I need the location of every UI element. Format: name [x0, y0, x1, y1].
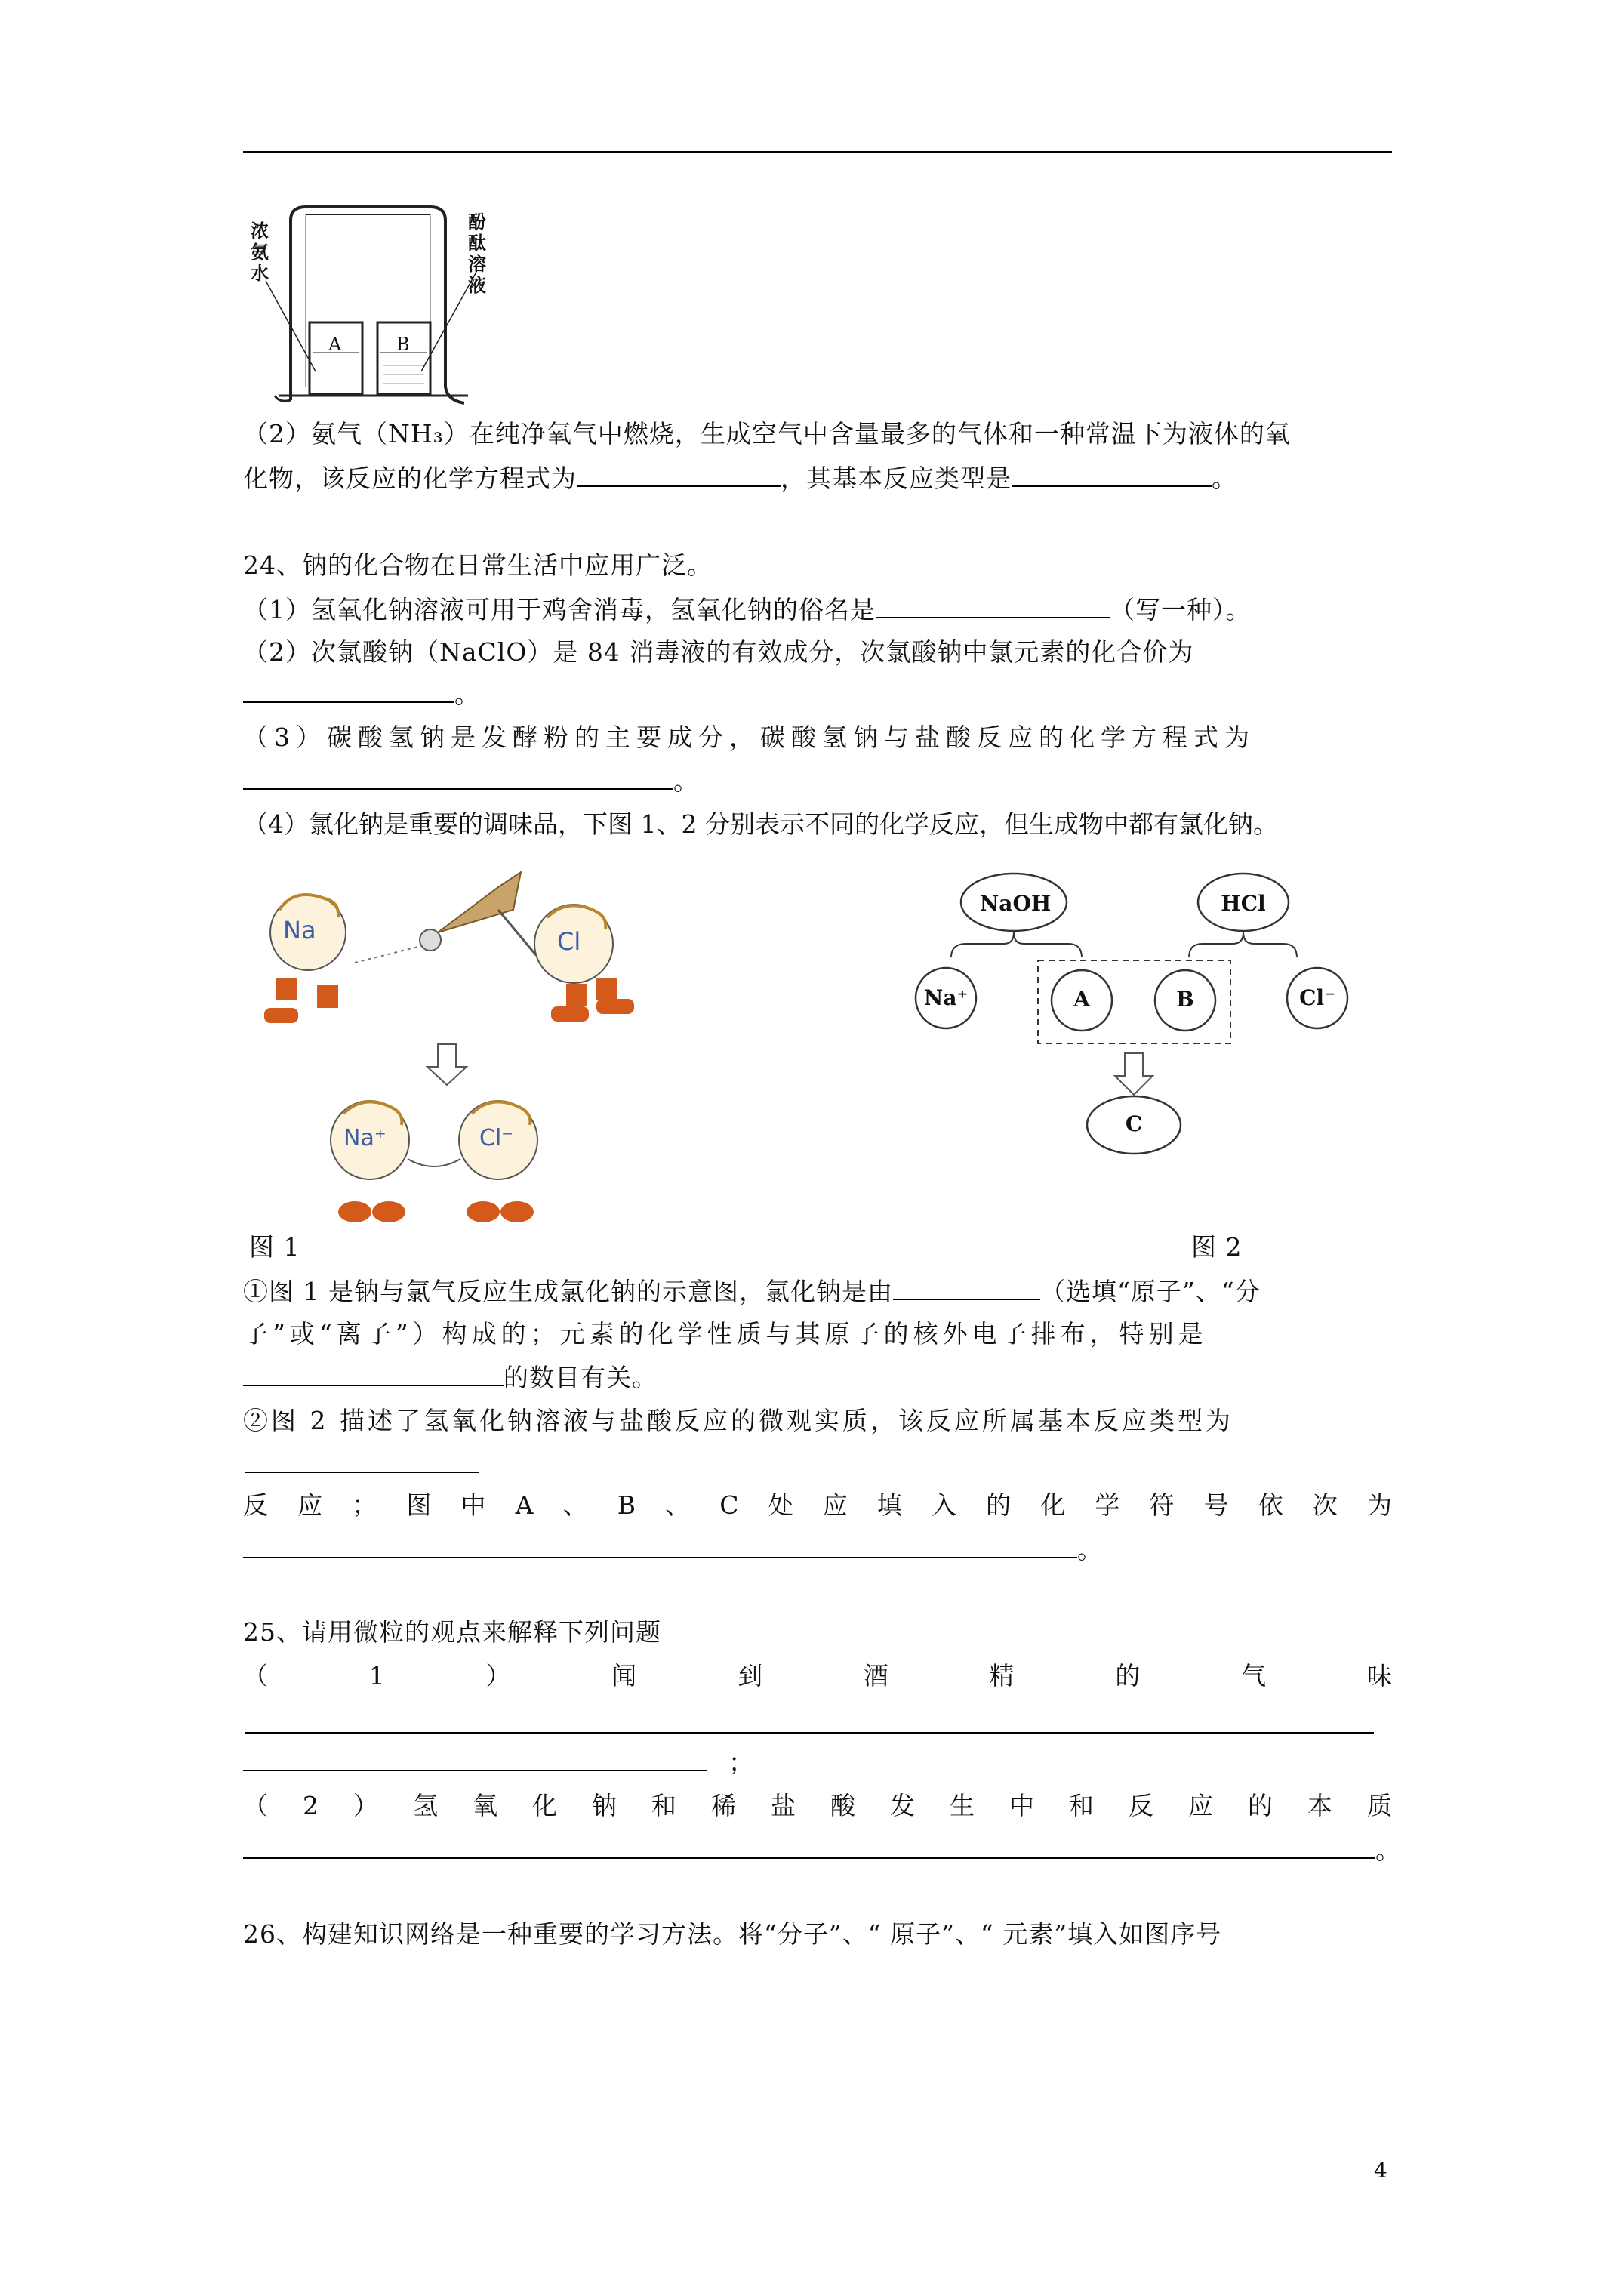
figure-1-illustration	[249, 857, 702, 1227]
char: 质	[1367, 1791, 1392, 1820]
q23-p2-text-b: ，其基本反应类型是	[781, 464, 1012, 493]
q24-symbols-blank[interactable]	[243, 1533, 1077, 1558]
bell-jar-diagram	[249, 198, 498, 408]
q25-p1-blank-1[interactable]	[245, 1732, 1374, 1734]
q24-s2-line3	[243, 1489, 1392, 1522]
char: 应	[822, 1490, 848, 1520]
char: （	[243, 1661, 268, 1690]
char: ）	[485, 1661, 511, 1690]
figure-2	[906, 868, 1389, 1193]
fig1-na-label: Na	[283, 916, 316, 945]
char: 化	[1040, 1490, 1066, 1520]
q24-p1	[243, 593, 1252, 627]
char: 气	[1241, 1661, 1267, 1690]
fig2-a: A	[1073, 987, 1090, 1012]
q24-s1-text-a: ①图 1 是钠与氯气反应生成氯化钠的示意图，氯化钠是由	[243, 1277, 893, 1306]
char: 依	[1258, 1490, 1283, 1520]
char: 本	[1307, 1791, 1332, 1820]
q23-p2-line1: （2）氨气（NH₃）在纯净氧气中燃烧，生成空气中含量最多的气体和一种常温下为液体的氧	[243, 419, 1291, 448]
q25-title: 25、请用微粒的观点来解释下列问题	[243, 1617, 661, 1647]
char: 的	[986, 1490, 1012, 1520]
q24-title: 24、钠的化合物在日常生活中应用广泛。	[243, 550, 713, 580]
q25-p1-line1	[243, 1660, 1392, 1693]
q26-title: 26、构建知识网络是一种重要的学习方法。将“分子”、“ 原子”、“ 元素”填入如图序号	[243, 1919, 1222, 1949]
q23-figure	[249, 198, 498, 408]
char: 盐	[771, 1791, 796, 1820]
char: （	[243, 1791, 268, 1820]
char: 图	[406, 1490, 432, 1520]
q24-s1-text-c: 的数目有关。	[504, 1363, 658, 1392]
char: 发	[890, 1791, 915, 1820]
q24-s1-text-b: （选填“原子”、“分	[1039, 1277, 1261, 1306]
char: 1	[368, 1661, 385, 1690]
char: C	[719, 1490, 739, 1520]
fig1-na-ion-label: Na⁺	[343, 1125, 387, 1151]
char: 闻	[611, 1661, 637, 1690]
q25-p1-line3	[243, 1746, 754, 1780]
figure-2-diagram	[906, 868, 1389, 1193]
fig2-caption: 图 2	[1191, 1232, 1243, 1262]
q24-s2-line4	[243, 1533, 1103, 1567]
label-phenolphthalein: 酚酞溶液	[468, 211, 486, 296]
fig2-b: B	[1176, 987, 1194, 1012]
char: 、	[562, 1490, 588, 1520]
char: 中	[460, 1490, 486, 1520]
q25-p2-end: 。	[1375, 1835, 1401, 1865]
q24-s1-line1	[243, 1274, 1261, 1308]
char: 氧	[473, 1791, 497, 1820]
q24-p1-text-b: （写一种）。	[1110, 595, 1252, 624]
fig2-naoh: NaOH	[979, 891, 1052, 916]
char: ）	[353, 1791, 378, 1820]
q24-electron-blank[interactable]	[243, 1361, 504, 1386]
q23-p2-text-a: 化物，该反应的化学方程式为	[243, 464, 577, 493]
char: 化	[532, 1791, 557, 1820]
label-beaker-b: B	[396, 334, 410, 355]
char: B	[617, 1490, 636, 1520]
q24-s2-blank-1[interactable]	[245, 1472, 479, 1473]
fig2-cl-ion: Cl⁻	[1299, 985, 1335, 1010]
char: 为	[1366, 1490, 1392, 1520]
q24-p1-text-a: （1）氢氧化钠溶液可用于鸡舍消毒，氢氧化钠的俗名是	[243, 595, 876, 624]
q24-p2-end: 。	[454, 680, 480, 709]
char: 号	[1203, 1490, 1229, 1520]
q23-p2-line2	[243, 461, 1237, 495]
fig1-cl-label: Cl	[557, 927, 581, 956]
char: 应	[297, 1490, 323, 1520]
q25-p1-semicolon: ；	[728, 1748, 754, 1777]
char: 学	[1095, 1490, 1120, 1520]
page-number: 4	[1374, 2158, 1388, 2183]
q24-p3-line2	[243, 764, 699, 798]
q24-s2-line1: ②图 2 描述了氢氧化钠溶液与盐酸反应的微观实质，该反应所属基本反应类型为	[243, 1406, 1233, 1435]
char: 的	[1248, 1791, 1273, 1820]
char: A	[515, 1490, 534, 1520]
char: 应	[1188, 1791, 1213, 1820]
char: 稀	[711, 1791, 736, 1820]
char: 味	[1366, 1661, 1392, 1690]
char: 和	[1069, 1791, 1094, 1820]
char: 入	[931, 1490, 956, 1520]
q25-p2-line1	[243, 1789, 1392, 1823]
figure-1	[249, 857, 702, 1227]
q25-p2-line2	[243, 1833, 1401, 1867]
fig1-cl-ion-label: Cl⁻	[479, 1125, 514, 1151]
q24-s1-line2: 子”或“离子”）构成的；元素的化学性质与其原子的核外电子排布，特别是	[243, 1319, 1208, 1348]
label-concentrated-ammonia: 浓氨水	[251, 220, 269, 284]
q24-common-name-blank[interactable]	[876, 593, 1110, 618]
q24-p3-line1: （3）碳酸氢钠是发酵粉的主要成分，碳酸氢钠与盐酸反应的化学方程式为	[243, 723, 1255, 752]
char: 符	[1149, 1490, 1175, 1520]
q24-valence-blank[interactable]	[243, 677, 454, 703]
char: 中	[1009, 1791, 1034, 1820]
char: 酸	[830, 1791, 855, 1820]
char: 的	[1115, 1661, 1141, 1690]
char: ；	[352, 1490, 377, 1520]
char: 精	[989, 1661, 1015, 1690]
q24-p3-end: 。	[673, 766, 699, 796]
fig2-na-ion: Na⁺	[923, 985, 969, 1010]
char: 、	[665, 1490, 691, 1520]
q25-p2-blank[interactable]	[243, 1833, 1375, 1859]
q24-equation-blank[interactable]	[243, 764, 673, 790]
q24-p2-line2	[243, 677, 480, 711]
char: 填	[876, 1490, 902, 1520]
char: 和	[651, 1791, 676, 1820]
char: 酒	[863, 1661, 888, 1690]
char: 反	[243, 1490, 268, 1520]
fig1-caption: 图 1	[249, 1232, 300, 1262]
header-rule	[243, 151, 1392, 153]
q23-reaction-type-blank[interactable]	[1012, 461, 1212, 487]
char: 钠	[592, 1791, 617, 1820]
fig2-c: C	[1125, 1111, 1143, 1136]
char: 氢	[413, 1791, 438, 1820]
q24-particle-blank[interactable]	[893, 1274, 1040, 1300]
label-beaker-a: A	[328, 334, 342, 355]
q24-s1-line3	[243, 1361, 658, 1395]
q25-p1-blank-2[interactable]	[243, 1746, 707, 1771]
char: 处	[768, 1490, 793, 1520]
q24-s2-end: 。	[1077, 1535, 1103, 1564]
char: 反	[1129, 1791, 1153, 1820]
char: 次	[1312, 1490, 1338, 1520]
q23-equation-blank[interactable]	[577, 461, 781, 487]
fig2-hcl: HCl	[1221, 891, 1266, 916]
char: 到	[738, 1661, 763, 1690]
char: 生	[950, 1791, 975, 1820]
q24-p4: （4）氯化钠是重要的调味品，下图 1、2 分别表示不同的化学反应，但生成物中都有氯化钠。	[243, 809, 1278, 839]
q24-p2-line1: （2）次氯酸钠（NaClO）是 84 消毒液的有效成分，次氯酸钠中氯元素的化合价为	[243, 637, 1194, 667]
q23-p2-text-c: 。	[1212, 464, 1237, 493]
char: 2	[303, 1791, 319, 1820]
